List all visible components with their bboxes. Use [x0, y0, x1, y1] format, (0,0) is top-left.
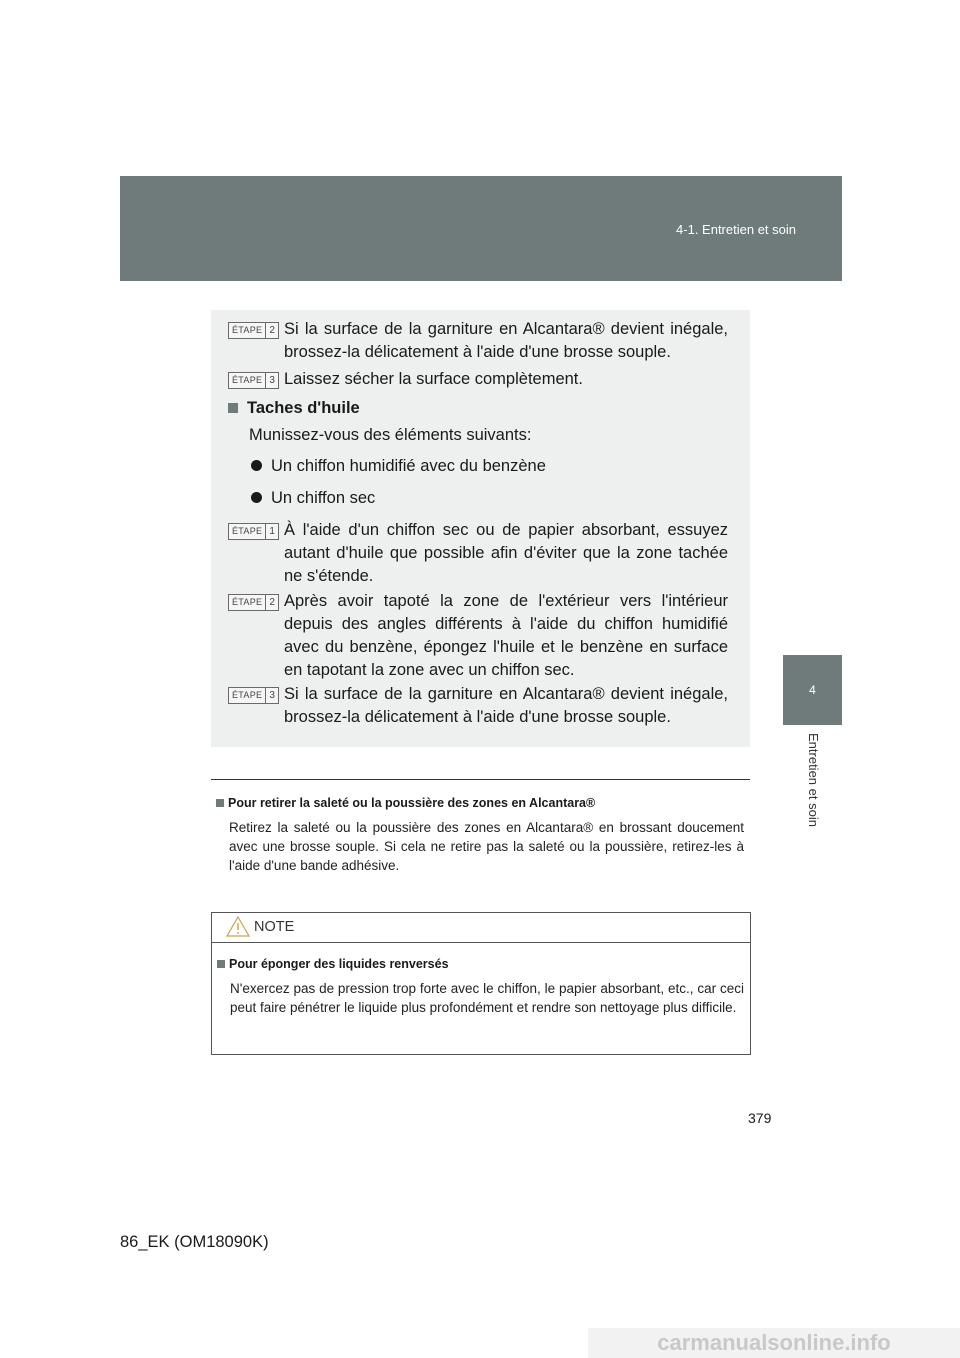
list-item	[251, 487, 375, 510]
footer-code: 86_EK (OM18090K)	[120, 1233, 269, 1251]
chapter-number: 4	[809, 683, 816, 697]
step-badge	[228, 594, 279, 611]
oil-heading	[228, 397, 360, 420]
square-bullet-icon	[217, 960, 225, 968]
section-title: 4-1. Entretien et soin	[676, 222, 796, 237]
info-section	[216, 796, 744, 875]
list-item	[251, 455, 546, 478]
step-item	[228, 318, 728, 364]
step-text: Laissez sécher la surface complètement.	[284, 370, 583, 388]
section-divider	[211, 779, 750, 780]
step-item	[228, 683, 728, 729]
note-heading	[217, 957, 449, 971]
step-badge	[228, 322, 279, 339]
list-item-text: Un chiffon sec	[271, 489, 376, 507]
step-badge	[228, 523, 279, 540]
chapter-tab	[783, 655, 842, 725]
step-badge-label: ÉTAPE	[232, 526, 263, 536]
step-badge-number: 3	[265, 688, 278, 703]
info-heading	[216, 796, 744, 810]
step-badge-label: ÉTAPE	[232, 325, 263, 335]
oil-heading-text: Taches d'huile	[247, 399, 360, 417]
step-badge-label: ÉTAPE	[232, 597, 263, 607]
note-header	[212, 913, 750, 943]
step-badge-number: 1	[265, 524, 278, 539]
step-badge-number: 2	[265, 595, 278, 610]
step-badge-label: ÉTAPE	[232, 690, 263, 700]
step-badge	[228, 372, 279, 389]
step-item	[228, 519, 728, 588]
step-text: À l'aide d'un chiffon sec ou de papier absorbant, essuyez autant d'huile que possible afin d'éviter que la zone tachée ne s'étende.	[284, 521, 728, 585]
note-box	[211, 912, 751, 1055]
list-item-text: Un chiffon humidifié avec du benzène	[271, 457, 546, 475]
bullet-dot-icon	[251, 460, 262, 471]
note-heading-text: Pour éponger des liquides renversés	[229, 957, 449, 971]
step-text: Après avoir tapoté la zone de l'extérieur vers l'intérieur depuis des angles différents à l'aide du chiffon humidifié avec du benzène, épongez l'huile et le benzène en surface en tapotant la zone avec un chiffon sec.	[284, 592, 728, 679]
info-heading-text: Pour retirer la saleté ou la poussière des zones en Alcantara®	[228, 796, 596, 810]
step-badge	[228, 687, 279, 704]
chapter-label: Entretien et soin	[806, 733, 821, 827]
page-number: 379	[748, 1110, 772, 1126]
step-text: Si la surface de la garniture en Alcantara® devient inégale, brossez-la délicatement à l'aide d'une brosse souple.	[284, 320, 728, 361]
step-badge-number: 3	[265, 373, 278, 388]
oil-intro: Munissez-vous des éléments suivants:	[249, 426, 532, 444]
step-badge-label: ÉTAPE	[232, 375, 263, 385]
step-badge-number: 2	[265, 323, 278, 338]
warning-triangle-icon	[226, 916, 250, 937]
note-body: N'exercez pas de pression trop forte avec le chiffon, le papier absorbant, etc., car ceci peut faire pénétrer le liquide plus profondément et rendre son nettoyage plus difficile.	[230, 981, 744, 1015]
header-band	[120, 176, 842, 281]
bullet-dot-icon	[251, 492, 262, 503]
step-text: Si la surface de la garniture en Alcantara® devient inégale, brossez-la délicatement à l'aide d'une brosse souple.	[284, 685, 728, 726]
step-item	[228, 590, 728, 682]
step-item	[228, 368, 728, 391]
square-bullet-icon	[228, 403, 238, 413]
procedure-box	[211, 310, 750, 747]
note-title: NOTE	[254, 919, 295, 935]
watermark-logo: carmanualsonline.info	[588, 1328, 960, 1358]
info-body: Retirez la saleté ou la poussière des zones en Alcantara® en brossant doucement avec une brosse souple. Si cela ne retire pas la saleté ou la poussière, retirez-les à l'aide d'une bande adhésive.	[229, 820, 744, 873]
square-bullet-icon	[216, 799, 224, 807]
